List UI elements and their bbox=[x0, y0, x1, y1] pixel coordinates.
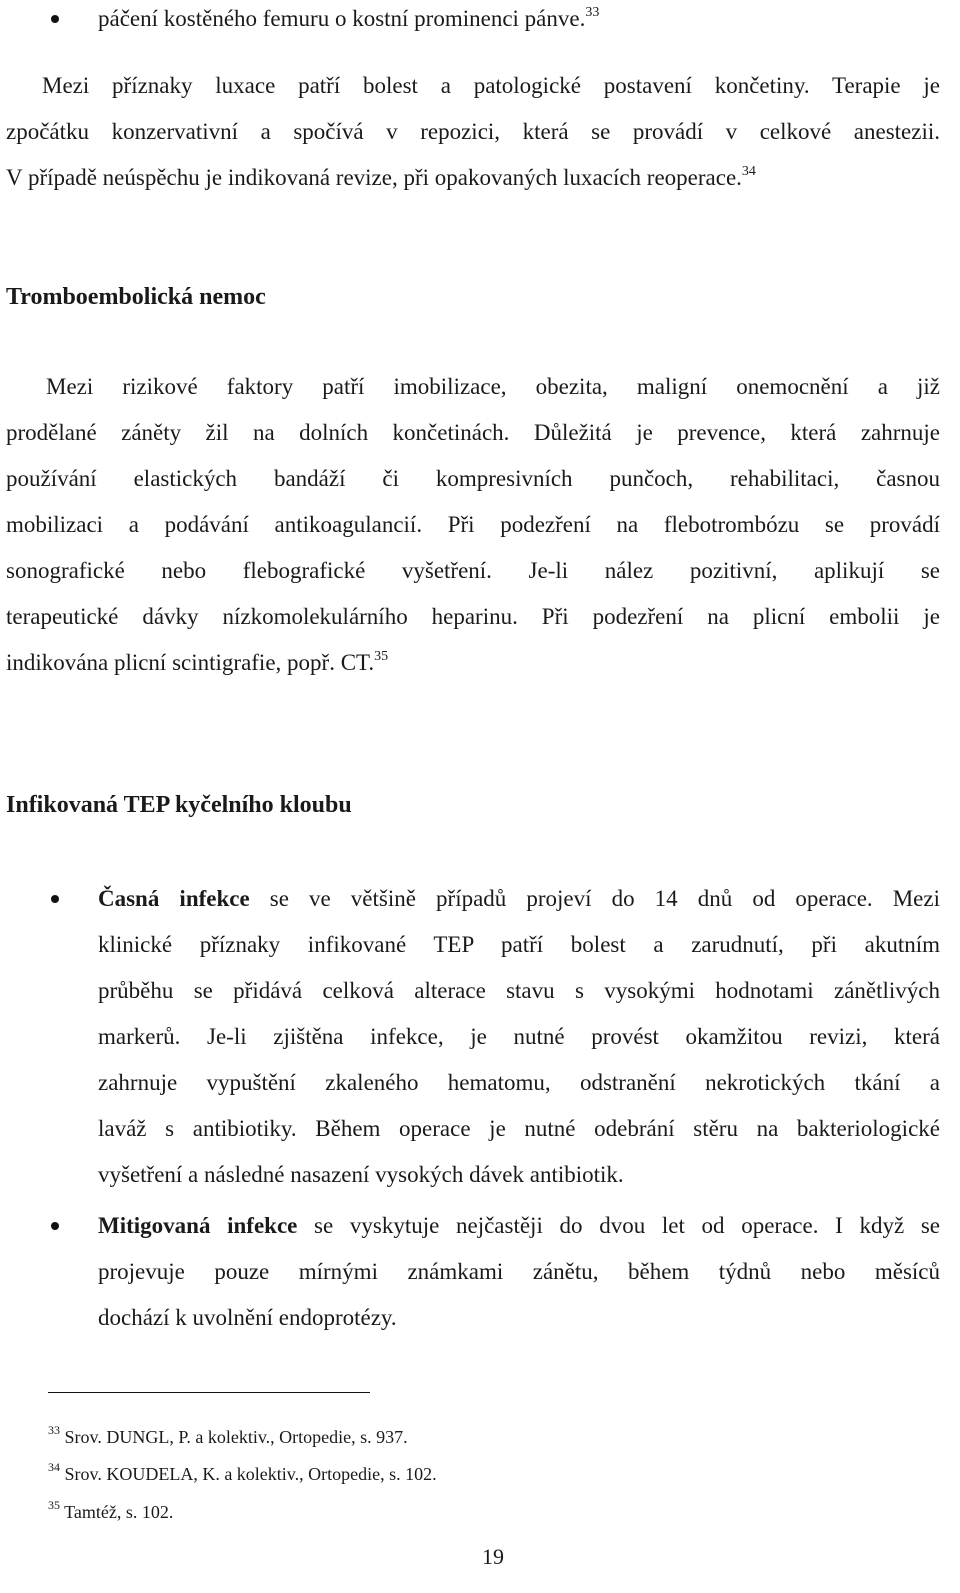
paragraph-line: dochází k uvolnění endoprotézy. bbox=[98, 1305, 397, 1330]
paragraph-line: klinické příznaky infikované TEP patří bolest a zarudnutí, při akutním bbox=[98, 932, 940, 957]
paragraph-line: projevuje pouze mírnými známkami zánětu, během týdnů nebo měsíců bbox=[98, 1259, 940, 1284]
paragraph-line: markerů. Je-li zjištěna infekce, je nutné provést okamžitou revizi, která bbox=[98, 1024, 940, 1049]
section-heading-tromboembolicka: Tromboembolická nemoc bbox=[6, 284, 266, 310]
paragraph-line: zahrnuje vypuštění zkaleného hematomu, odstranění nekrotických tkání a bbox=[98, 1070, 940, 1095]
paragraph-line: V případě neúspěchu je indikovaná revize, při opakovaných luxacích reoperace.$^{34}$ bbox=[6, 164, 756, 190]
footnote-34: $^{34}$ Srov. KOUDELA, K. a kolektiv., Ortopedie, s. 102. bbox=[48, 1460, 437, 1484]
bullet-icon bbox=[51, 895, 59, 903]
footnote-35: $^{35}$ Tamtéž, s. 102. bbox=[48, 1498, 174, 1522]
paragraph-line: sonografické nebo flebografické vyšetření. Je-li nález pozitivní, aplikují se bbox=[6, 558, 940, 583]
footnote-separator bbox=[48, 1392, 370, 1393]
page-number: 19 bbox=[482, 1544, 504, 1569]
paragraph-line: indikována plicní scintigrafie, popř. CT.$^{35}$ bbox=[6, 649, 389, 675]
paragraph-line: Mezi rizikové faktory patří imobilizace, obezita, maligní onemocnění a již bbox=[46, 374, 940, 399]
paragraph-line: průběhu se přidává celková alterace stavu s vysokými hodnotami zánětlivých bbox=[98, 978, 940, 1003]
footnote-ref-33: 33 bbox=[585, 5, 600, 20]
paragraph-luxace bbox=[6, 63, 940, 201]
paragraph-line: prodělané záněty žil na dolních končetinách. Důležitá je prevence, která zahrnuje bbox=[6, 420, 940, 445]
footnote-ref-35: 35 bbox=[374, 649, 389, 664]
paragraph-line: terapeutické dávky nízkomolekulárního heparinu. Při podezření na plicní embolii je bbox=[6, 604, 940, 629]
footnote-ref-34: 34 bbox=[741, 164, 756, 179]
bullet-icon bbox=[51, 15, 59, 23]
bullet-icon bbox=[51, 1222, 59, 1230]
section-heading-infikovana-tep: Infikovaná TEP kyčelního kloubu bbox=[6, 792, 352, 818]
bullet-item-mitigovana-infekce bbox=[98, 1203, 940, 1341]
paragraph-line: vyšetření a následné nasazení vysokých dávek antibiotik. bbox=[98, 1162, 624, 1187]
paragraph-line: Mitigovaná infekce se vyskytuje nejčastěji do dvou let od operace. I když se bbox=[98, 1213, 940, 1238]
paragraph-line: Mezi příznaky luxace patří bolest a patologické postavení končetiny. Terapie je bbox=[42, 73, 940, 98]
term-casna-infekce: Časná infekce bbox=[98, 886, 250, 911]
footnote-33: $^{33}$ Srov. DUNGL, P. a kolektiv., Ortopedie, s. 937. bbox=[48, 1423, 408, 1447]
paragraph-tromboembolicka bbox=[6, 364, 940, 686]
paragraph-line: mobilizaci a podávání antikoagulancií. Při podezření na flebotrombózu se provádí bbox=[6, 512, 940, 537]
paragraph-line: zpočátku konzervativní a spočívá v repozici, která se provádí v celkové anestezii. bbox=[6, 119, 940, 144]
bullet-item-casna-infekce bbox=[98, 876, 940, 1198]
term-mitigovana-infekce: Mitigovaná infekce bbox=[98, 1213, 298, 1238]
bullet-item-top: páčení kostěného femuru o kostní prominenci pánve.$^{33}$ bbox=[98, 5, 600, 31]
paragraph-line: používání elastických bandáží či kompresivních punčoch, rehabilitaci, časnou bbox=[6, 466, 940, 491]
paragraph-line: Časná infekce se ve většině případů projeví do 14 dnů od operace. Mezi bbox=[98, 886, 940, 911]
paragraph-line: laváž s antibiotiky. Během operace je nutné odebrání stěru na bakteriologické bbox=[98, 1116, 940, 1141]
